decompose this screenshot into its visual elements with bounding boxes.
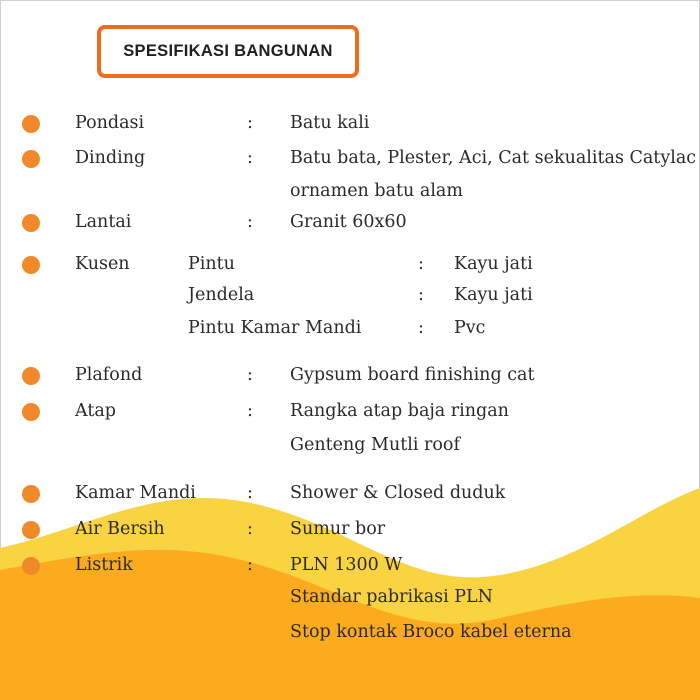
bullet-icon — [22, 367, 40, 385]
spec-row-kamar-mandi — [0, 479, 700, 509]
spec-colon: : — [418, 254, 424, 274]
spec-row-kusen — [0, 250, 700, 280]
spec-label: Dinding — [75, 148, 146, 168]
spec-value: Batu bata, Plester, Aci, Cat sekualitas Catylac — [290, 148, 697, 168]
spec-row-lantai — [0, 208, 700, 238]
bullet-icon — [22, 214, 40, 232]
spec-row-kusen-pintu-kamar-mandi — [0, 314, 700, 344]
spec-value: Genteng Mutli roof — [290, 435, 460, 455]
spec-value: Standar pabrikasi PLN — [290, 587, 493, 607]
spec-value: Sumur bor — [290, 519, 386, 539]
spec-label: Kusen — [75, 254, 130, 274]
bullet-icon — [22, 485, 40, 503]
kusen-item-name: Jendela — [188, 285, 255, 305]
spec-label: Plafond — [75, 365, 143, 385]
spec-label: Lantai — [75, 212, 132, 232]
kusen-item-value: Kayu jati — [454, 254, 533, 274]
spec-colon: : — [247, 519, 253, 539]
spec-value: Gypsum board finishing cat — [290, 365, 535, 385]
spec-colon: : — [247, 212, 253, 232]
spec-value: Granit 60x60 — [290, 212, 407, 232]
spec-colon: : — [247, 401, 253, 421]
spec-value: Rangka atap baja ringan — [290, 401, 509, 421]
spec-row-dinding-cont — [0, 177, 700, 207]
spec-value: PLN 1300 W — [290, 555, 403, 575]
spec-value: Stop kontak Broco kabel eterna — [290, 622, 572, 642]
spec-label: Atap — [75, 401, 116, 421]
spec-colon: : — [247, 555, 253, 575]
spec-label: Kamar Mandi — [75, 483, 196, 503]
bullet-icon — [22, 521, 40, 539]
bullet-icon — [22, 115, 40, 133]
spec-row-plafond — [0, 361, 700, 391]
spec-row-listrik-cont-1 — [0, 583, 700, 613]
spec-row-kusen-jendela — [0, 281, 700, 311]
spec-colon: : — [247, 113, 253, 133]
spec-colon: : — [247, 148, 253, 168]
spec-colon: : — [247, 365, 253, 385]
spec-colon: : — [418, 318, 424, 338]
bullet-icon — [22, 256, 40, 274]
spec-label: Listrik — [75, 555, 133, 575]
spec-colon: : — [418, 285, 424, 305]
spec-row-dinding — [0, 144, 700, 174]
spec-row-atap-cont — [0, 431, 700, 461]
spec-row-listrik — [0, 551, 700, 581]
bullet-icon — [22, 150, 40, 168]
title-box — [97, 25, 359, 78]
spec-value: Shower & Closed duduk — [290, 483, 506, 503]
spec-row-listrik-cont-2 — [0, 618, 700, 648]
kusen-item-name: Pintu Kamar Mandi — [188, 318, 362, 338]
spec-row-atap — [0, 397, 700, 427]
spec-colon: : — [247, 483, 253, 503]
bullet-icon — [22, 403, 40, 421]
spec-row-air-bersih — [0, 515, 700, 545]
spec-label: Pondasi — [75, 113, 145, 133]
spec-label: Air Bersih — [75, 519, 165, 539]
kusen-item-value: Kayu jati — [454, 285, 533, 305]
bullet-icon — [22, 557, 40, 575]
page-title: SPESIFIKASI BANGUNAN — [123, 42, 333, 60]
spec-value: Batu kali — [290, 113, 370, 133]
spec-value: ornamen batu alam — [290, 181, 463, 201]
kusen-item-name: Pintu — [188, 254, 235, 274]
kusen-item-value: Pvc — [454, 318, 486, 338]
spec-row-pondasi — [0, 109, 700, 139]
